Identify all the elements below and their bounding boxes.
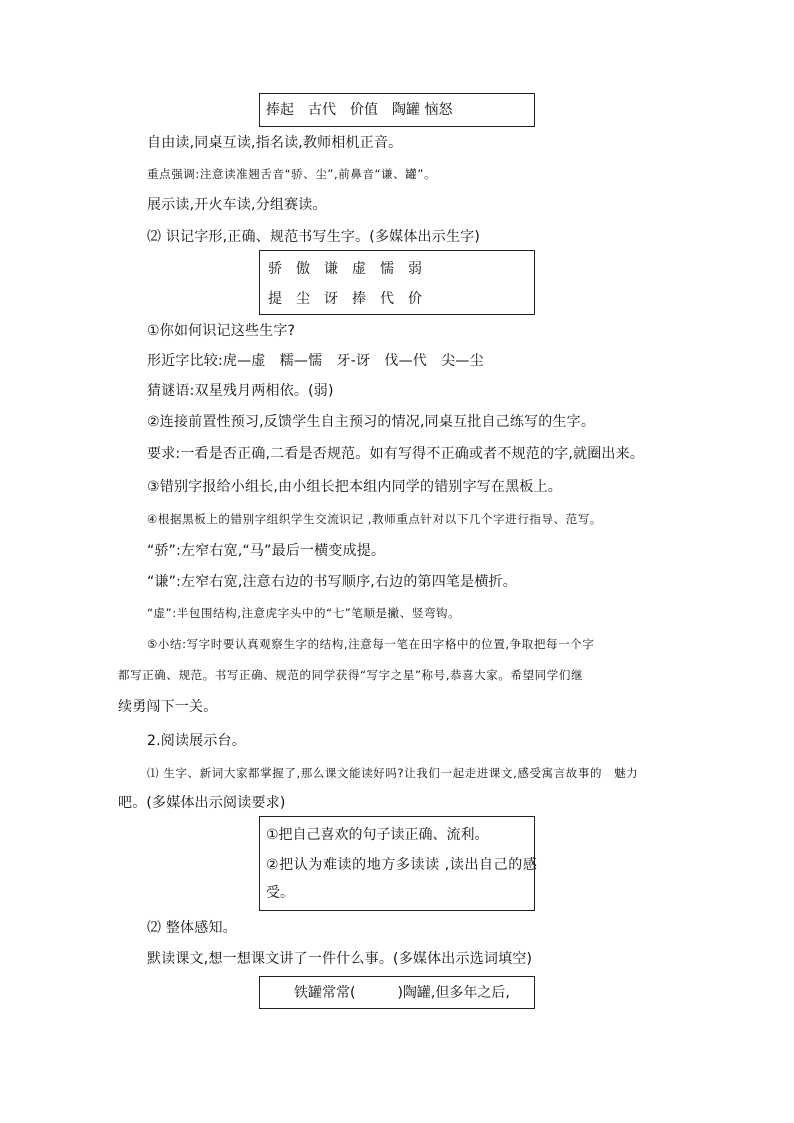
characters-row-2 <box>268 289 436 309</box>
paragraph: 形近字比较:虎—虚 糯—懦 牙-讶 伐—代 尖—尘 <box>147 353 484 369</box>
paragraph: ⑵ 整体感知。 <box>147 920 237 936</box>
char: 提 <box>268 291 282 307</box>
paragraph: “骄”:左窄右宽,“马”最后一横变成提。 <box>147 543 386 559</box>
paragraph: ⑤小结:写字时要认真观察生字的结构,注意每一笔在田字格中的位置,争取把每一个字 <box>147 637 595 651</box>
paragraph: 猜谜语:双星残月两相依。(弱) <box>147 383 334 399</box>
paragraph: 默读课文,想一想课文讲了一件什么事。(多媒体出示选词填空) <box>147 951 533 967</box>
char: 价 <box>408 291 422 307</box>
char: 弱 <box>408 261 422 277</box>
paragraph: ④根据黑板上的错别字组织学生交流识记 ,教师重点针对以下几个字进行指导、范写。 <box>147 512 603 526</box>
paragraph: “谦”:左窄右宽,注意右边的书写顺序,右边的第四笔是横折。 <box>147 574 517 590</box>
paragraph: ①你如何识记这些生字? <box>147 323 296 339</box>
reading-requirements-box <box>259 816 538 911</box>
paragraph: 都写正确、规范。书写正确、规范的同学获得“写字之星”称号,恭喜大家。希望同学们继 <box>118 668 584 682</box>
characters-row-1 <box>268 259 436 279</box>
paragraph: 吧。(多媒体出示阅读要求) <box>118 795 286 811</box>
paragraph: 要求:一看是否正确,二看是否规范。如有写得不正确或者不规范的字,就圈出来。 <box>147 446 645 462</box>
char: 懦 <box>380 261 394 277</box>
fill-blank-box <box>259 976 535 1009</box>
vocab-box <box>259 93 535 127</box>
paragraph: ⑵ 识记字形,正确、规范书写生字。(多媒体出示生字) <box>147 229 481 245</box>
char: 尘 <box>296 291 310 307</box>
char: 代 <box>380 291 394 307</box>
char: 傲 <box>296 261 310 277</box>
paragraph: 续勇闯下一关。 <box>118 699 218 715</box>
characters-box <box>259 250 535 315</box>
paragraph: 展示读,开火车读,分组赛读。 <box>147 197 327 213</box>
char: 虚 <box>352 261 366 277</box>
paragraph: 自由读,同桌互读,指名读,教师相机正音。 <box>147 135 403 151</box>
paragraph: ③错别字报给小组长,由小组长把本组内同学的错别字写在黑板上。 <box>147 479 562 495</box>
char: 谦 <box>324 261 338 277</box>
requirement-line: ②把认为难读的地方多读读 ,读出自己的感 <box>266 857 538 873</box>
requirement-line: 受。 <box>266 885 294 901</box>
vocab-box-text: 捧起 古代 价值 陶罐 恼怒 <box>266 102 453 118</box>
paragraph-emphasis: 重点强调:注意读准翘舌音“骄、尘”,前鼻音“谦、罐”。 <box>147 167 437 181</box>
paragraph: “虚”:半包围结构,注意虎字头中的“七”笔顺是撇、竖弯钩。 <box>147 606 461 620</box>
fill-blank-text: 铁罐常常( )陶罐,但多年之后, <box>294 985 510 1001</box>
char: 捧 <box>352 291 366 307</box>
char: 讶 <box>324 291 338 307</box>
paragraph: ②连接前置性预习,反馈学生自主预习的情况,同桌互批自己练写的生字。 <box>147 414 596 430</box>
char: 骄 <box>268 261 282 277</box>
paragraph: ⑴ 生字、新词大家都掌握了,那么课文能读好吗?让我们一起走进课文,感受寓言故事的 魅力 <box>147 766 639 780</box>
requirement-line: ①把自己喜欢的句子读正确、流利。 <box>266 827 489 843</box>
section-heading: 2.阅读展示台。 <box>147 733 246 749</box>
